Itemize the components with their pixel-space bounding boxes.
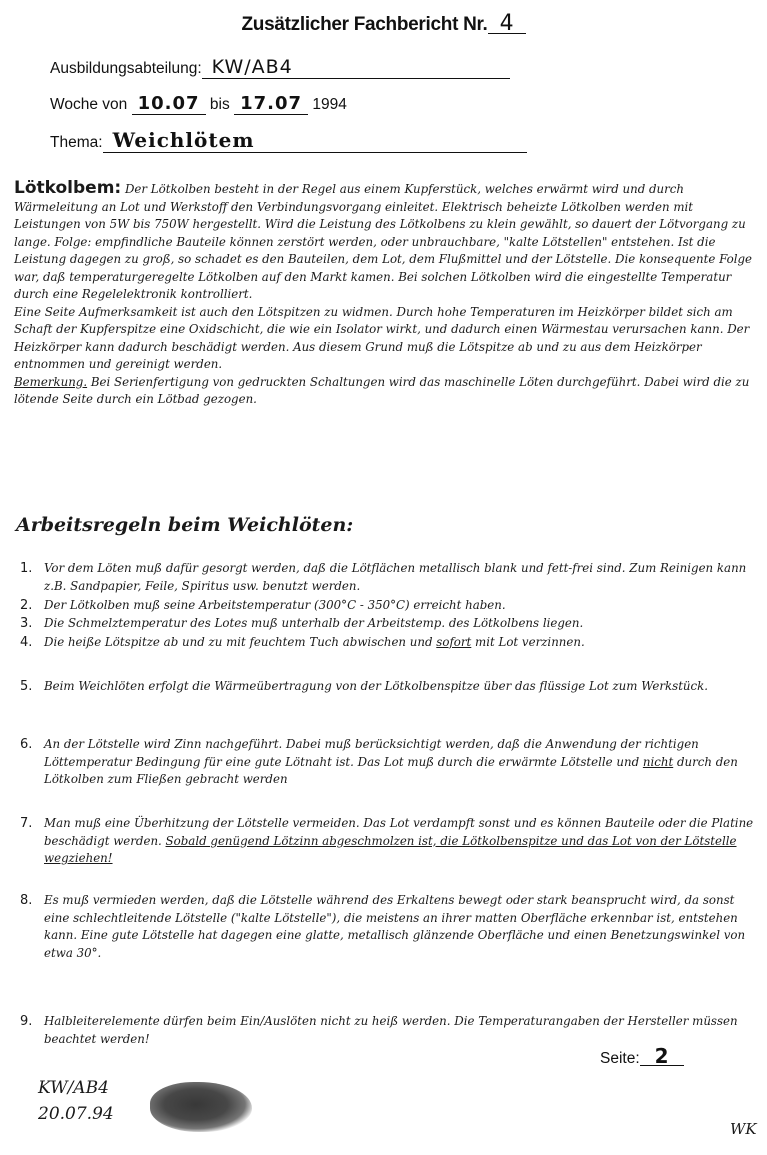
thema-value: Weichlötem <box>112 128 255 152</box>
rule-item <box>20 615 760 633</box>
rule-number: 7. <box>20 816 33 831</box>
rule-number: 3. <box>20 616 33 631</box>
rule-text: Beim Weichlöten erfolgt die Wärmeübertragung von der Lötkolbenspitze über das flüssige Lot zum Werkstück. <box>44 679 709 693</box>
rule-text-a: An der Lötstelle wird Zinn nachgeführt. Dabei muß berücksichtigt werden, daß die Anwendung der richtigen Löttemperatur Bedingung für eine gute Lötnaht ist. Das Lot muß durch die erwärmte Lötstelle und <box>44 737 699 769</box>
rule-item <box>20 597 760 615</box>
title-text: Zusätzlicher Fachbericht Nr. <box>241 14 488 35</box>
thema-label: Thema: <box>50 134 103 151</box>
page-number-field <box>600 1044 684 1068</box>
rule-text <box>44 634 760 652</box>
abteilung-value: KW/AB4 <box>211 56 293 78</box>
bemerkung-label: Bemerkung. <box>14 374 88 389</box>
rule-item <box>20 678 760 696</box>
rule-item <box>20 560 760 595</box>
rule-number: 5. <box>20 679 33 694</box>
rule-number: 4. <box>20 635 33 650</box>
rule-number: 8. <box>20 893 33 908</box>
signature-date: 20.07.94 <box>38 1104 114 1124</box>
rule-emphasis: nicht <box>642 754 674 769</box>
initials: WK <box>730 1120 757 1138</box>
rule-text-b: mit Lot verzinnen. <box>471 635 585 649</box>
rule-item <box>20 1013 760 1048</box>
signature-department: KW/AB4 <box>38 1078 109 1098</box>
woche-from: 10.07 <box>137 93 200 114</box>
bis-label: bis <box>209 96 230 113</box>
rule-text-a: Die heiße Lötspitze ab und zu mit feuchtem Tuch abwischen und <box>44 635 437 649</box>
rule-item <box>20 634 760 652</box>
woche-field <box>50 93 347 115</box>
seite-value: 2 <box>640 1047 684 1066</box>
rule-text-a: Man muß eine Überhitzung der Lötstelle vermeiden. Das Lot verdampft sonst und es können Bauteile oder die Platine beschädigt werden. <box>44 816 754 848</box>
report-number: 4 <box>488 15 526 34</box>
rule-text: Es muß vermieden werden, daß die Lötstelle während des Erkaltens bewegt oder stark beansprucht wird, da sonst eine schlechtleitende Lötstelle ("kalte Lötstelle"), die meistens an ihrer matten Oberfläche erkennbar ist, entstehen kann. Eine gute Lötstelle hat dagegen eine glatte, metallisch glänzende Oberfläche und einen Benetzungswinkel von etwa 30°. <box>44 893 746 960</box>
lotkolben-paragraph-2: Eine Seite Aufmerksamkeit ist auch den Lötspitzen zu widmen. Durch hohe Temperaturen im Heizkörper bildet sich am Schaft der Kupferspitze eine Oxidschicht, die wie ein Isolator wirkt, und dadurch einen Wärmestau verursachen kann. Der Heizkörper kann dadurch beschädigt werden. Aus diesem Grund muß die Lötspitze ab und zu aus dem Heizkörper entnommen und gereinigt werden. <box>14 304 750 371</box>
bemerkung-text: Bei Serienfertigung von gedruckten Schaltungen wird das maschinelle Löten durchgeführt. Dabei wird die zu lötende Seite durch ein Lötbad gezogen. <box>14 374 750 406</box>
report-title <box>0 11 767 36</box>
thema-field <box>50 128 527 153</box>
rule-emphasis: Sobald genügend Lötzinn abgeschmolzen ist, die Lötkolbenspitze und das Lot von der Lötstelle wegziehen! <box>44 833 737 865</box>
rule-number: 2. <box>20 598 33 613</box>
rule-text: Vor dem Löten muß dafür gesorgt werden, daß die Lötflächen metallisch blank und fett-frei sind. Zum Reinigen kann z.B. Sandpapier, Feile, Spiritus usw. benutzt werden. <box>44 561 747 593</box>
year: 1994 <box>312 96 347 113</box>
rule-emphasis: sofort <box>436 635 472 649</box>
woche-label: Woche von <box>50 96 128 113</box>
rule-text <box>44 736 760 789</box>
rule-item <box>20 892 760 962</box>
rule-item <box>20 815 760 868</box>
abteilung-field <box>50 56 510 79</box>
woche-to: 17.07 <box>240 93 302 114</box>
lotkolben-paragraph-1: Der Lötkolben besteht in der Regel aus einem Kupferstück, welches erwärmt wird und durch Wärmeleitung an Lot und Werkstoff den Verbindungsvorgang einleitet. Elektrisch beheizte Lötkolben werden mit Leistungen von 5W bis 750W hergestellt. Wird die Leistung des Lötkolbens zu klein gewählt, so dauert der Lötvorgang zu lange. Folge: empfindliche Bauteile können zerstört werden, oder unbrauchbare, "kalte Lötstellen" entstehen. Ist die Leistung dagegen zu groß, so schadet es den Bauteilen, dem Lot, dem Flußmittel und der Lötstelle. Die konsequente Folge war, daß temperaturgeregelte Lötkolben auf den Markt kamen. Bei solchen Lötkolben wird die eingestellte Temperatur durch eine Regelelektronik kontrolliert. <box>14 182 753 301</box>
rule-text: Halbleiterelemente dürfen beim Ein/Auslöten nicht zu heiß werden. Die Temperaturangaben der Hersteller müssen beachtet werden! <box>44 1014 738 1046</box>
seite-label: Seite: <box>600 1050 640 1067</box>
lotkolben-heading: Lötkolbem: <box>14 178 122 198</box>
rule-text <box>44 815 760 868</box>
rules-heading: Arbeitsregeln beim Weichlöten: <box>16 514 354 536</box>
rule-item <box>20 736 760 789</box>
rule-number: 1. <box>20 561 33 576</box>
rule-text: Der Lötkolben muß seine Arbeitstemperatur (300°C - 350°C) erreicht haben. <box>44 598 506 612</box>
rule-text: Die Schmelztemperatur des Lotes muß unterhalb der Arbeitstemp. des Lötkolbens liegen. <box>44 616 584 630</box>
lotkolben-section <box>14 180 759 409</box>
redacted-signature <box>150 1082 252 1132</box>
rule-number: 6. <box>20 737 33 752</box>
abteilung-label: Ausbildungsabteilung: <box>50 60 202 77</box>
rule-text-b: durch den Lötkolben zum Fließen gebracht werden <box>44 754 738 786</box>
rule-number: 9. <box>20 1014 33 1029</box>
